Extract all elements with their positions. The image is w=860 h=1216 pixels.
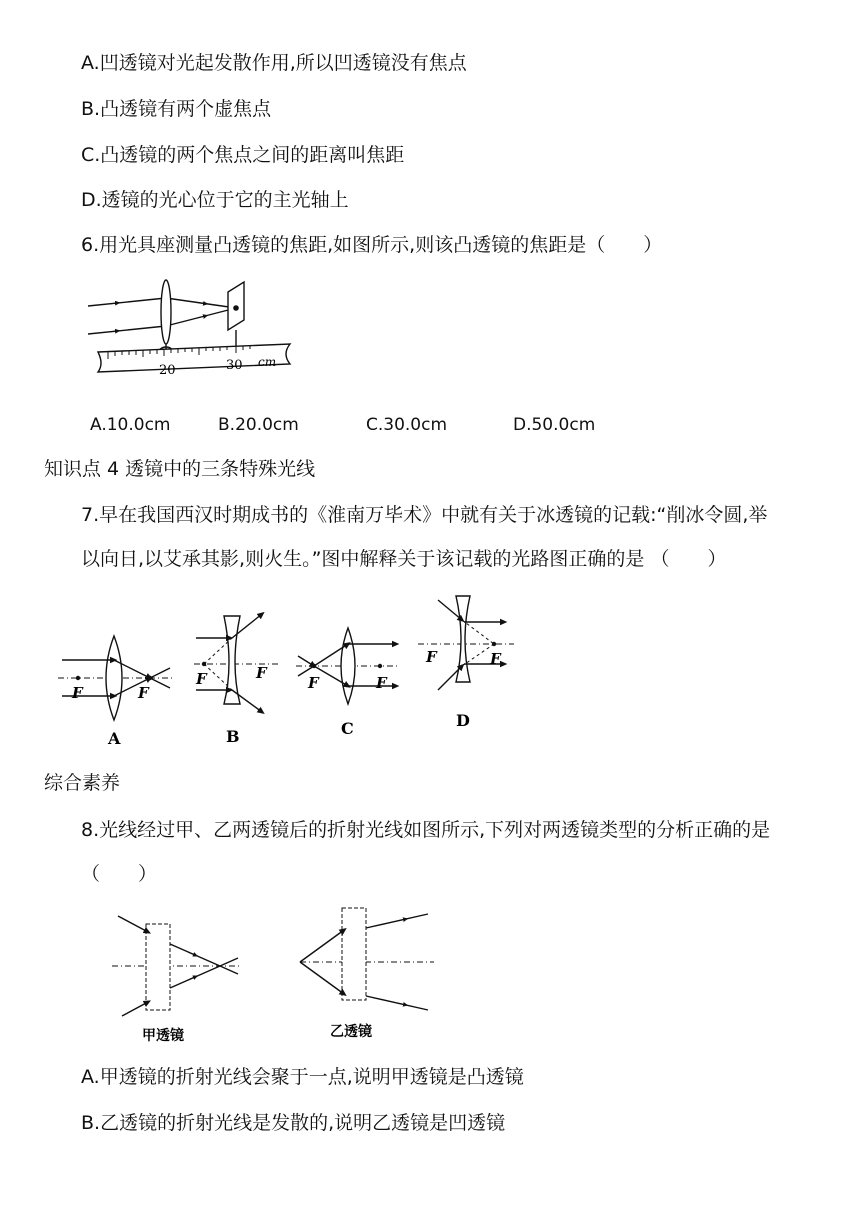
q5-option-b: B.凸透镜有两个虚焦点 xyxy=(81,98,272,120)
diagram-label-a: A xyxy=(108,729,121,748)
diagram-label-d: D xyxy=(456,711,470,730)
diagram-label-c: C xyxy=(341,719,354,738)
q6-option-a: A.10.0cm xyxy=(90,415,171,435)
q6-option-b: B.20.0cm xyxy=(218,415,299,435)
q6-option-d: D.50.0cm xyxy=(513,415,596,435)
q8-option-a: A.甲透镜的折射光线会聚于一点,说明甲透镜是凸透镜 xyxy=(81,1066,524,1088)
q5-option-a: A.凹透镜对光起发散作用,所以凹透镜没有焦点 xyxy=(81,52,467,74)
q6-stem: 6.用光具座测量凸透镜的焦距,如图所示,则该凸透镜的焦距是（ ） xyxy=(81,234,663,256)
q8-stem-line1: 8.光线经过甲、乙两透镜后的折射光线如图所示,下列对两透镜类型的分析正确的是 xyxy=(81,819,771,841)
q5-option-d: D.透镜的光心位于它的主光轴上 xyxy=(81,189,349,211)
tick-label-30: 30 xyxy=(226,358,243,373)
lens-jia-yi-figure xyxy=(108,900,448,1048)
focus-label: F xyxy=(376,674,387,692)
diagram-c xyxy=(296,628,398,738)
q8-stem-line2: （ ） xyxy=(81,863,158,885)
focus-label: F xyxy=(72,684,83,702)
section-heading-4: 知识点 4 透镜中的三条特殊光线 xyxy=(44,458,316,480)
tick-label-20: 20 xyxy=(159,363,176,378)
lens-yi-label: 乙透镜 xyxy=(330,1024,372,1040)
ray-diagram-options-figure xyxy=(58,592,528,748)
focus-label: F xyxy=(256,664,267,682)
lens-yi xyxy=(300,908,434,1040)
lens-jia-label: 甲透镜 xyxy=(142,1028,184,1044)
focus-label: F xyxy=(196,670,207,688)
section-heading-comprehensive: 综合素养 xyxy=(44,772,121,794)
diagram-label-b: B xyxy=(226,727,240,746)
focus-label: F xyxy=(426,648,437,666)
convex-lens xyxy=(161,280,171,344)
lens-jia xyxy=(112,916,240,1044)
diagram-b xyxy=(194,614,280,746)
q8-option-b: B.乙透镜的折射光线是发散的,说明乙透镜是凹透镜 xyxy=(81,1112,506,1134)
q7-stem-line2: 以向日,以艾承其影,则火生。”图中解释关于该记载的光路图正确的是 （ ） xyxy=(81,548,727,570)
q5-option-c: C.凸透镜的两个焦点之间的距离叫焦距 xyxy=(81,144,405,166)
focus-label: F xyxy=(308,674,319,692)
unit-label: cm xyxy=(258,355,277,369)
focus-label: F xyxy=(490,650,501,668)
diagram-a xyxy=(58,636,173,748)
optical-bench-figure xyxy=(80,268,300,393)
q6-option-c: C.30.0cm xyxy=(366,415,448,435)
q7-stem-line1: 7.早在我国西汉时期成书的《淮南万毕术》中就有关于冰透镜的记载:“削冰令圆,举 xyxy=(81,504,768,526)
diagram-d xyxy=(418,596,514,730)
focus-label: F xyxy=(138,684,149,702)
